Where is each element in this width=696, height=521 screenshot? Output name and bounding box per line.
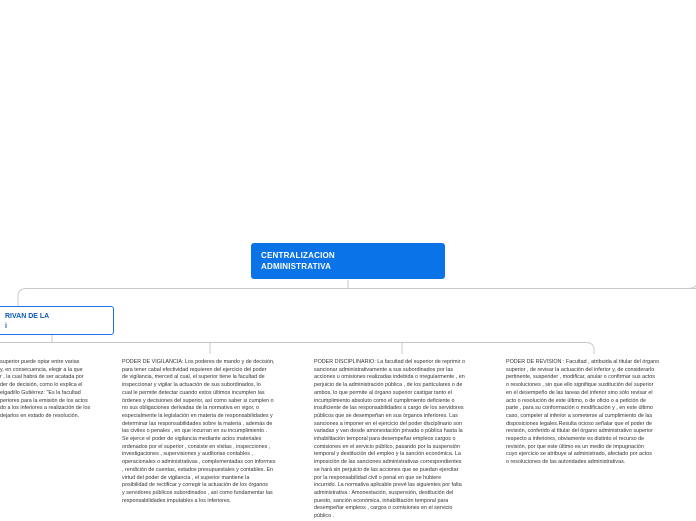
text-line: der de decisión, como lo explica el (0, 382, 83, 389)
text-line: determinar las responsabilidades sobre la materia , además de (122, 420, 273, 427)
text-line: pertinente, suspender , modificar, anular o confirmar sus actos (506, 374, 655, 381)
poder-de-decision-text-block[interactable] (0, 359, 110, 421)
text-line: elgadillo Gutiérrez: "Es la facultad (0, 389, 81, 396)
text-line: sanciones a imponer en el ejercicio del poder disciplinario son (314, 420, 463, 427)
text-line: cual le permite detectar cuando estos últimos incumplen las (122, 389, 265, 396)
root-topic-centralizacion-administrativa[interactable] (251, 243, 445, 279)
text-line: posibilidad de rectificar y corregir la actuación de los órganos (122, 482, 268, 489)
text-line: se hará sin perjuicio de las acciones que se puedan ejercitar (314, 466, 459, 473)
text-line: inhabilitación temporal para desempeñar empleos cargos o (314, 436, 456, 443)
text-line: respecto a inferiores, obviamente es distinto el recurso de (506, 436, 645, 443)
root-topic-line-2: ADMINISTRATIVA (261, 262, 332, 271)
text-line: virtud del poder de vigilancia , el superior mantiene la (122, 474, 250, 481)
text-line: para tener cabal efectividad requieren del ejercicio del poder (122, 366, 267, 373)
text-line: revisión, por que este último es un medio de impugnación (506, 443, 644, 450)
text-line: operacionales o administrativas , complementadas con informes (122, 459, 276, 466)
text-line: periores para la emisión de los actos (0, 397, 88, 404)
text-line: perjuicio de la administración pública , de los particulares o de (314, 382, 463, 389)
text-line: ambos, lo que permite al órgano superior castigar tanto el (314, 389, 452, 396)
text-line: do a los inferiores a realización de los (0, 405, 91, 412)
text-line: r , la cual habrá de ser acatada por (0, 374, 84, 381)
text-line: disposiciones legales.Resulta ocioso señalar que el poder de (506, 420, 652, 427)
text-line: y servidores públicos subordinados , así como fundamentar las (122, 489, 273, 496)
text-line: puesto, sanción económica, inhabilitación temporal para (314, 497, 449, 504)
text-line: cuyo ejercicio se atribuye al administrado, afectado por actos (506, 451, 652, 458)
text-line: PODER DE VIGILANCIA: Los poderes de mando y de decisión, (122, 359, 275, 365)
text-line: caso, compeler al inferior a someterse al cumplimiento de las (506, 412, 653, 419)
text-line: responsabilidades imputables a los inferiores. (122, 497, 232, 504)
text-line: acto o resolución de este último, o de oficio o a petición de (506, 397, 646, 404)
text-line: inspeccionar y vigilar la actuación de sus subordinados, lo (122, 382, 261, 389)
poder-disciplinario-text-block[interactable] (314, 359, 500, 521)
text-line: en el desempeño de las tareas del inferior sino sólo revisar el (506, 389, 653, 396)
root-topic-line-1: CENTRALIZACION (261, 251, 335, 260)
text-line: público . (314, 513, 335, 520)
text-line: por la responsabilidad civil o penal en que se hubiere (314, 474, 442, 481)
text-line: o resoluciones , sin que ello signifique sustitución del superior (506, 382, 654, 389)
poder-de-vigilancia-text-block[interactable] (122, 359, 308, 505)
subtopic-node[interactable] (0, 306, 114, 335)
text-line: y, en consecuencia, elegir a la que (0, 366, 83, 373)
text-line: públicos que se desempeñan en sus órganos inferiores. Las (314, 412, 458, 419)
text-line: parte , para su conformación o modificación y , en este último (506, 405, 653, 412)
text-line: acciones u omisiones realizadas indebida o irregularmente , en (314, 374, 465, 381)
text-line: sancionar administrativamente a sus subordinados por las (314, 366, 454, 373)
subtopic-line-2: i (5, 323, 7, 330)
poder-de-revision-text-block[interactable] (506, 359, 696, 467)
text-line: incurrido. La normativa aplicable prevé las siguientes por falta (314, 482, 462, 489)
right-branch-line (684, 285, 696, 289)
text-line: PODER DE REVISIÓN : Facultad , atribuida al titular del órgano (506, 359, 660, 365)
text-line: variadas y van desde amonestación privada o pública hasta la (314, 428, 463, 435)
text-line: temporal y destitución del empleo y la sanción económica. La (314, 451, 461, 458)
text-line: revisión, conferido al titular del órgano administrativo superior (506, 428, 653, 435)
text-line: , rendición de cuentas, estados presupuestales y contables. En (122, 466, 274, 473)
text-line: órdenes y decisiones del superior, así como saber si cumplen o (122, 397, 274, 404)
text-line: comisiones en el servicio público, pasando por la suspensión (314, 443, 460, 450)
text-line: insuficiente de las responsabilidades a cargo de los servidores (314, 405, 464, 412)
text-line: investigaciones , supervisiones y auditorias contables , (122, 451, 253, 458)
text-line: las civiles o penales , en que incurran en su incumplimiento . (122, 428, 268, 435)
text-line: o resoluciones de las autoridades administrativas. (506, 459, 626, 466)
text-line: incumplimiento absoluto como el cumplimiento deficiente o (314, 397, 455, 404)
blocks-branch-line (0, 343, 594, 355)
text-line: de vigilancia, merced al cual, el superior tiene la facultad de (122, 374, 265, 381)
text-line: ordenados por el superior , consiste en visitas , inspecciones , (122, 443, 271, 450)
text-line: imposición de las sanciones administrativas correspondientes (314, 459, 462, 466)
text-line: Se ejerce el poder de vigilancia mediante actos materiales (122, 436, 262, 443)
text-line: superior , de revisar la actuación del inferior y, de considerarlo (506, 366, 655, 373)
text-line: no sus obligaciones derivadas de la normativa en vigor, o (122, 405, 259, 412)
text-line: superior puede optar entre varias (0, 359, 80, 365)
text-line: especialmente la legislación en materia de responsabilidades y (122, 412, 273, 419)
root-branch-line (18, 289, 696, 298)
text-line: PODER DISCIPLINARIO: La facultad del superior de reprimir o (314, 359, 465, 365)
text-line: desempeñar empleos , cargos o comisiones en el servicio (314, 505, 453, 512)
subtopic-line-1: RIVAN DE LA (5, 313, 50, 320)
text-line: administrativa : Amonestación, suspensión, destitución del (314, 489, 454, 496)
text-line: dejarlos en estado de resolución. (0, 412, 80, 419)
